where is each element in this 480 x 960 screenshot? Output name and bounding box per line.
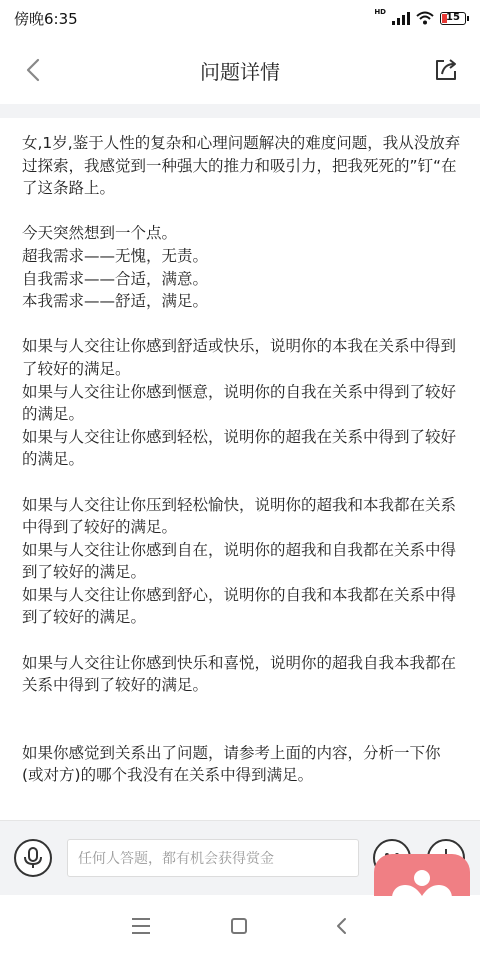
question-line: 如果与人交往让你感到快乐和喜悦，说明你的超我自我本我都在关系中得到了较好的满足。: [22, 653, 457, 695]
microphone-icon: [23, 847, 43, 869]
question-line: 女,1岁,鉴于人性的复杂和心理问题解决的难度问题，我从没放弃过探索，我感觉到一种强大的推力和吸引力，把我死死的”钉“在了这条路上。: [22, 134, 461, 198]
question-line: 本我需求——舒适，满足。: [22, 292, 209, 311]
voice-button[interactable]: [14, 839, 52, 877]
question-line: 超我需求——无愧，无责。: [22, 246, 209, 265]
answer-input-placeholder: 任何人答题，都有机会获得赏金: [78, 851, 274, 867]
question-line: 如果与人交往让你感到惬意，说明你的自我在关系中得到了较好的满足。: [22, 382, 457, 424]
menu-icon[interactable]: [132, 918, 150, 934]
battery-icon: [440, 12, 466, 25]
status-time: 傍晚6:35: [14, 9, 78, 28]
page-title: 问题详情: [200, 59, 280, 84]
nav-back-icon[interactable]: [332, 916, 352, 936]
back-button[interactable]: [20, 56, 48, 84]
wifi-icon: [416, 11, 434, 25]
signal-icon: [392, 11, 410, 25]
question-line: 如果你感觉到关系出了问题，请参考上面的内容，分析一下你(或对方)的哪个我没有在关系中得到满足。: [22, 743, 441, 785]
question-line: 自我需求——合适，满意。: [22, 269, 209, 288]
header: [0, 36, 480, 104]
question-line: 如果与人交往让你感到自在，说明你的超我和自我都在关系中得到了较好的满足。: [22, 540, 457, 582]
share-button[interactable]: [432, 56, 460, 84]
header-divider: [0, 104, 480, 118]
status-icons: [374, 8, 466, 25]
share-icon: [432, 56, 460, 84]
chevron-left-icon: [20, 56, 48, 84]
question-line: 今天突然想到一个点。: [22, 224, 178, 243]
answer-input[interactable]: [67, 839, 359, 877]
question-line: 如果与人交往让你感到轻松，说明你的超我在关系中得到了较好的满足。: [22, 427, 457, 469]
question-line: 如果与人交往让你压到轻松愉快，说明你的超我和本我都在关系中得到了较好的满足。: [22, 495, 457, 537]
question-content: [22, 132, 462, 787]
hd-label: HD: [374, 8, 386, 16]
home-icon[interactable]: [231, 918, 247, 934]
system-nav-bar: [0, 896, 480, 960]
question-line: 如果与人交往让你感到舒心，说明你的自我和本我都在关系中得到了较好的满足。: [22, 585, 457, 627]
question-line: 如果与人交往让你感到舒适或快乐，说明你的本我在关系中得到了较好的满足。: [22, 337, 457, 378]
battery-level: 15: [446, 12, 460, 23]
status-bar: [0, 0, 480, 36]
